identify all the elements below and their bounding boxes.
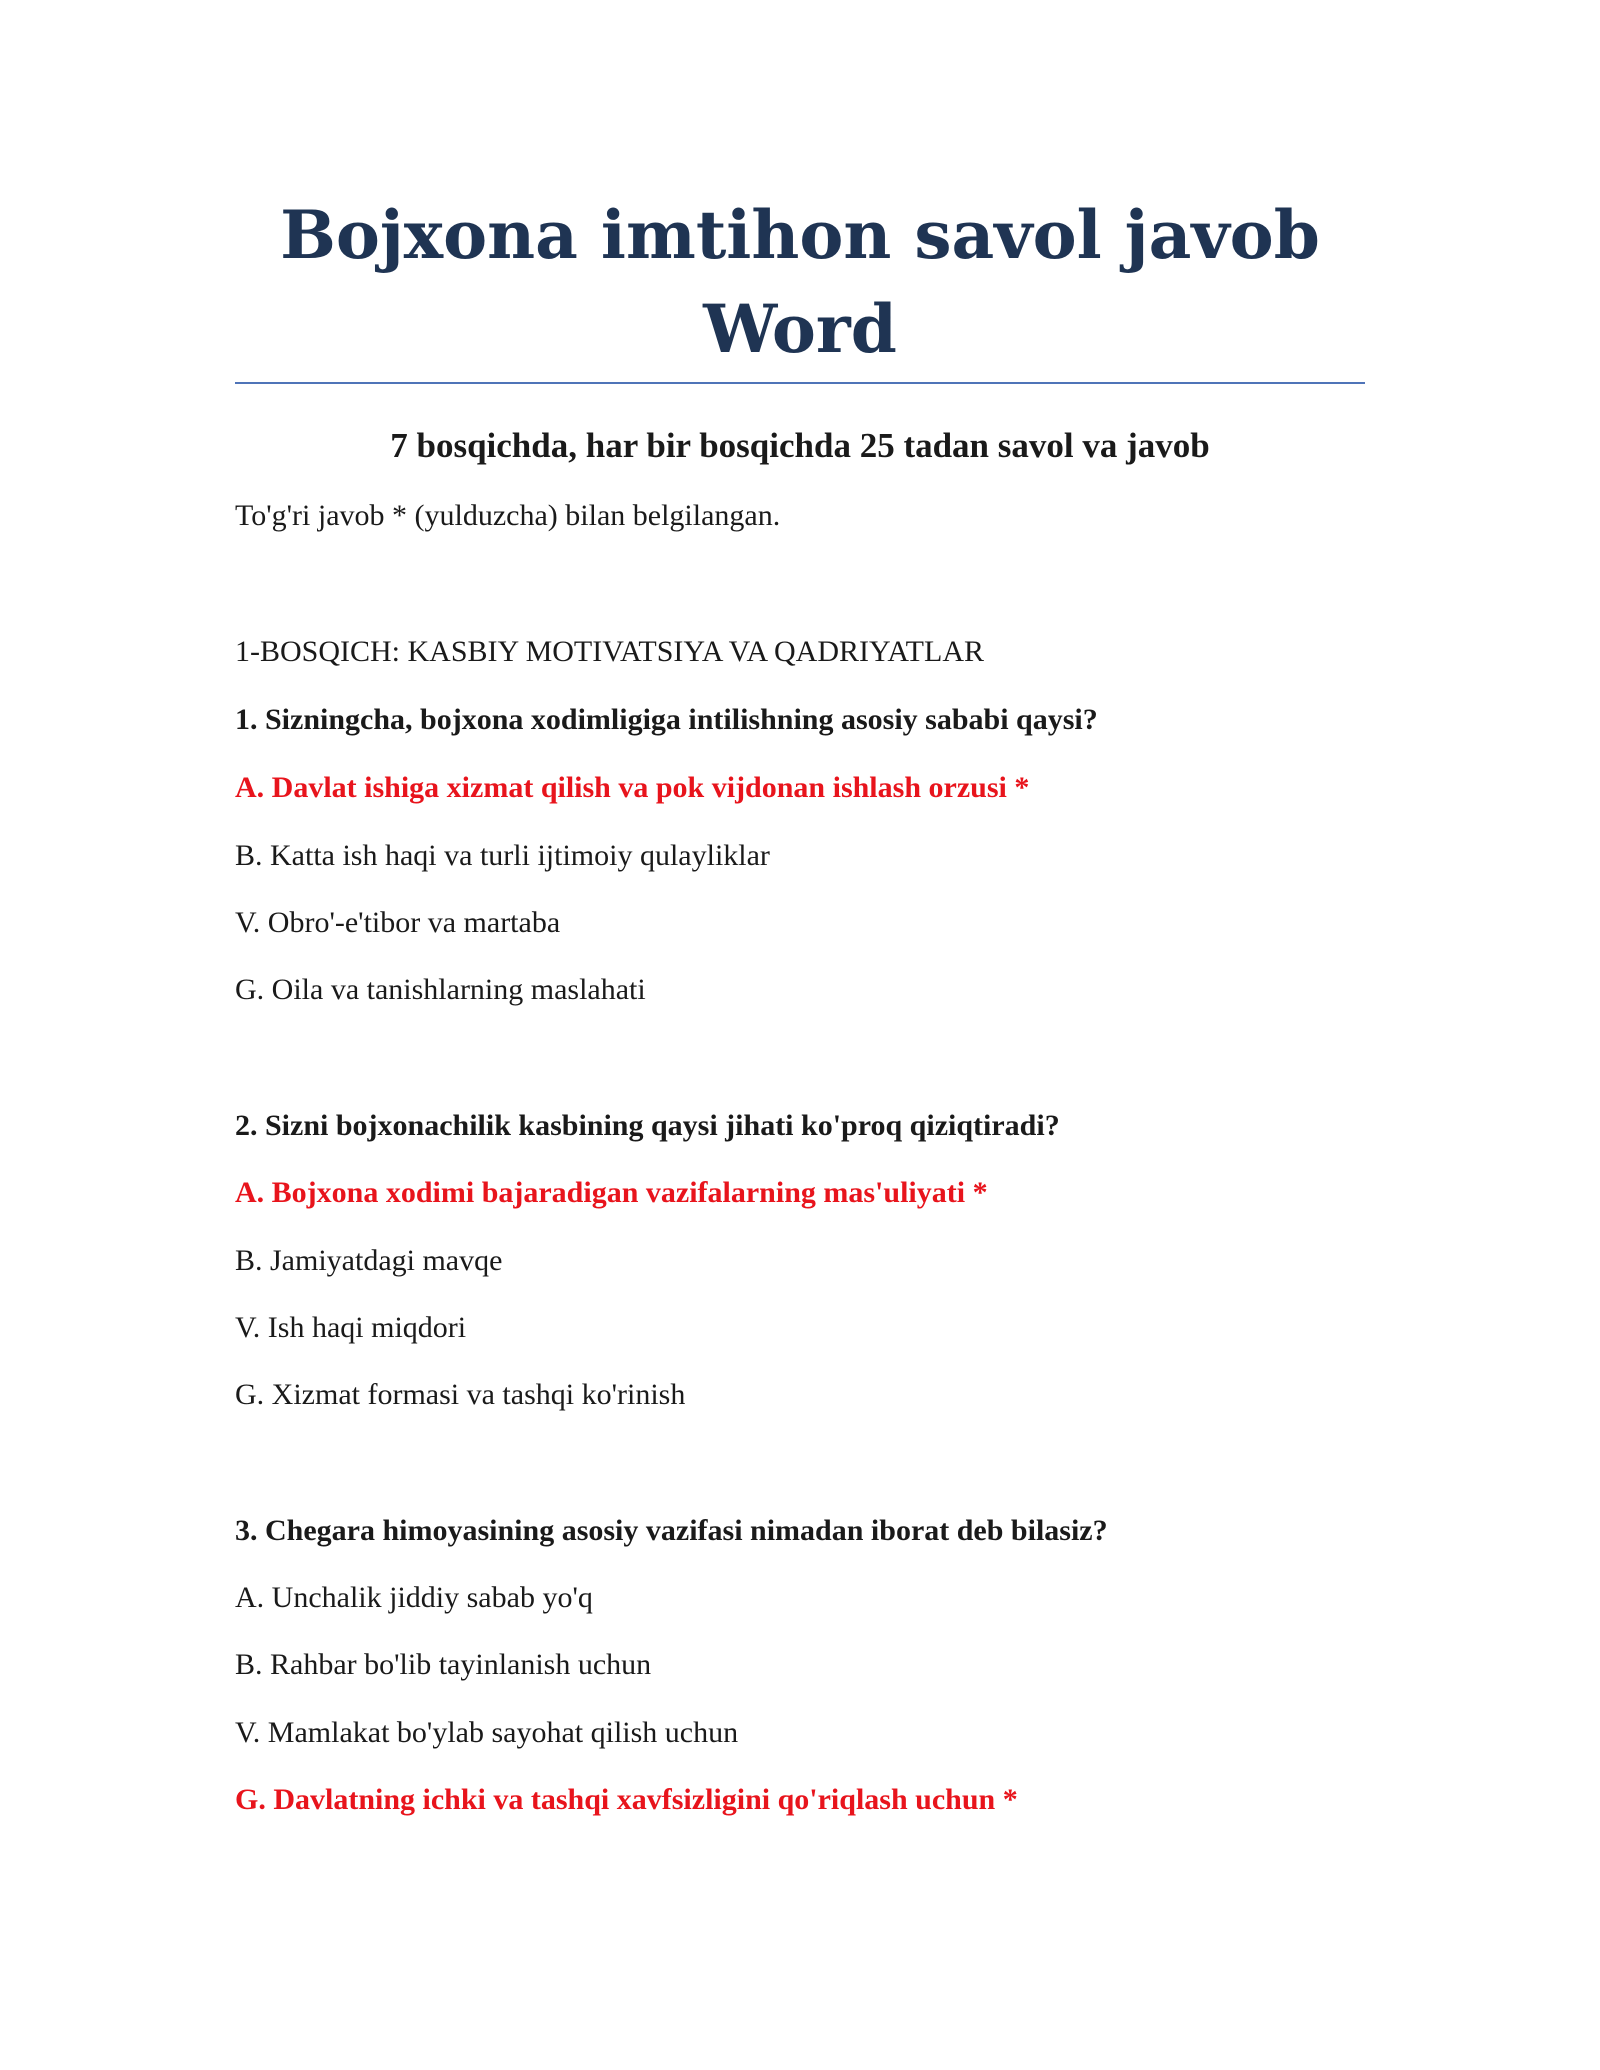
- question-title: 1. Sizningcha, bojxona xodimligiga intilishning asosiy sababi qaysi?: [235, 703, 1098, 736]
- document-subtitle: 7 bosqichda, har bir bosqichda 25 tadan savol va javob: [390, 426, 1210, 465]
- answer-option: B. Jamiyatdagi mavqe: [235, 1244, 503, 1277]
- question-title: 2. Sizni bojxonachilik kasbining qaysi jihati ko'proq qiziqtiradi?: [235, 1109, 1060, 1142]
- document-title: Bojxona imtihon savol javob Word: [280, 196, 1320, 368]
- answer-option: V. Obro'-e'tibor va martaba: [235, 906, 561, 939]
- correct-answer-option: G. Davlatning ichki va tashqi xavfsizligini qo'riqlash uchun *: [235, 1783, 1018, 1816]
- correct-answer-option: A. Davlat ishiga xizmat qilish va pok vijdonan ishlash orzusi *: [235, 771, 1030, 804]
- answer-option: B. Katta ish haqi va turli ijtimoiy qulayliklar: [235, 839, 770, 872]
- answer-option: B. Rahbar bo'lib tayinlanish uchun: [235, 1648, 652, 1681]
- question-title: 3. Chegara himoyasining asosiy vazifasi nimadan iborat deb bilasiz?: [235, 1514, 1108, 1547]
- answer-option: G. Xizmat formasi va tashqi ko'rinish: [235, 1378, 686, 1411]
- answer-option: V. Mamlakat bo'ylab sayohat qilish uchun: [235, 1716, 739, 1749]
- answer-option: G. Oila va tanishlarning maslahati: [235, 973, 646, 1006]
- section-heading: 1-BOSQICH: KASBIY MOTIVATSIYA VA QADRIYATLAR: [235, 635, 984, 668]
- answer-option: A. Unchalik jiddiy sabab yo'q: [235, 1581, 593, 1614]
- title-divider: [235, 382, 1365, 384]
- answer-option: V. Ish haqi miqdori: [235, 1311, 467, 1344]
- answer-key-note: To'g'ri javob * (yulduzcha) bilan belgilangan.: [235, 499, 781, 532]
- correct-answer-option: A. Bojxona xodimi bajaradigan vazifalarning mas'uliyati *: [235, 1176, 988, 1209]
